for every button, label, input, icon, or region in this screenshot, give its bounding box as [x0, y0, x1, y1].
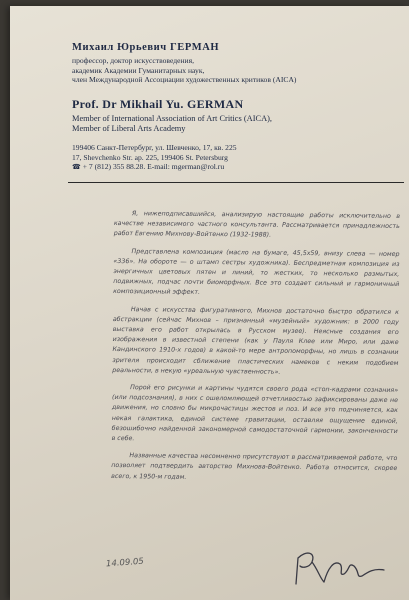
contact-block: [72, 143, 402, 173]
letter-page: [10, 6, 409, 600]
handwritten-signature: [290, 544, 390, 592]
title-line-ru: член Международной Ассоциации художественных критиков (AICA): [72, 75, 297, 84]
author-name-en: Prof. Dr Mikhail Yu. GERMAN: [72, 97, 244, 111]
address-line-en: 17, Shevchenko Str. ap. 225, 199406 St. Petersburg: [72, 152, 228, 162]
phone-email-text: + 7 (812) 355 88.28. E-mail: mgerman@rol.ru: [82, 162, 225, 171]
header-divider: [68, 182, 404, 183]
body-paragraph: Названные качества несомненно присутствуют в рассматриваемой работе, что позволяет подтвердить авторство Михнова-Войтенко. Работа относится, скорее всего, к 1950-м годам.: [111, 452, 398, 481]
author-titles-en: [72, 114, 402, 134]
body-paragraph: Я, нижеподписавшийся, анализирую настоящие работы исключительно в качестве независимого частного консультанта. Рассматривается принадлежность работ Евгению Михнову-Войтенко (1932-1988).: [113, 210, 400, 240]
title-line-ru: профессор, доктор искусствоведения,: [72, 56, 194, 65]
body-paragraph: Порой его рисунки и картины чудятся своего рода «стоп-кадрами сознания» (или подсознания), в них с ошеломляющей отчетливостью зафиксированы даже не движения, но словно бы микрочастицы жестов и поз. И все это подчиняется, как некая галактика, единой системе гравитации, оставляя ощущение единой, безошибочно найденной закономерной самодостаточной гармонии, законченности в себе.: [111, 384, 399, 443]
body-paragraph: Начав с искусства фигуративного, Михнов достаточно быстро обратился к абстракции (сейчас Михнов – признанный «музейный» художник: в 2000 году выставка его работ открылась в Русском музее). Неясные создания его изображения в известной степени (как у Пауля Клее или Миро, или даже Кандинского 1910-х годов) в какой-то мере антропоморфны, но лишь в сознании зрителя происходит сближение пластических намеков с неким подобием реальности, в некую «уреальную чувственность».: [112, 305, 399, 376]
author-titles-ru: [72, 56, 402, 85]
body-paragraph: Представлена композиция (масло на бумаге, 45,5х59, внизу слева — номер «336». На обороте — о штамп сестры художника). Беспредметная композиция из энергичных цветовых пятен и линий, то жестких, то несколько размытых, подвижных, подчас почти биоморфных. Все это создает сильный и гармоничный композиционный эффект.: [113, 247, 400, 297]
phone-email-line: [72, 162, 402, 173]
handwritten-date: 14.09.05: [105, 556, 145, 570]
title-line-en: Member of International Association of Art Critics (AICA),: [72, 114, 273, 123]
title-line-ru: академик Академии Гуманитарных наук,: [72, 65, 205, 75]
title-line-en: Member of Liberal Arts Academy: [72, 124, 186, 133]
author-name-ru: Михаил Юрьевич ГЕРМАН: [72, 42, 220, 53]
telephone-icon: ☎: [72, 163, 81, 171]
letter-body: [111, 209, 400, 492]
address-line-ru: 199406 Санкт-Петербург, ул. Шевченко, 17, кв. 225: [72, 143, 237, 152]
